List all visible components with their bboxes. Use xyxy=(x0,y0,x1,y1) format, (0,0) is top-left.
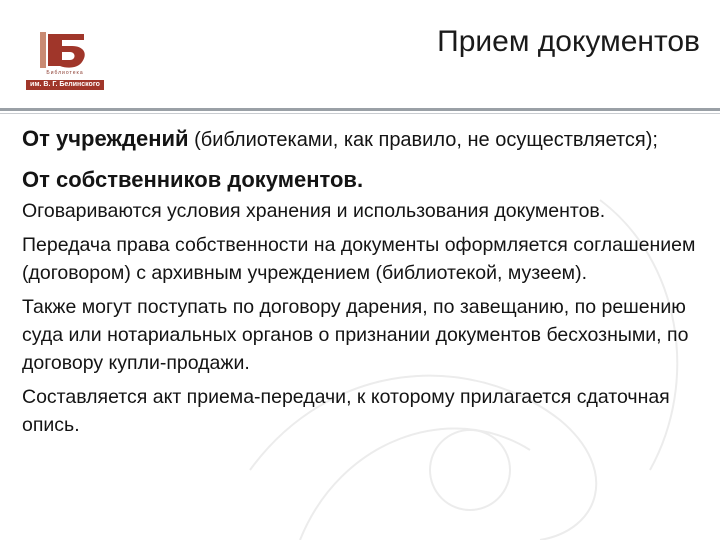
logo-caption-bar: им. В. Г. Белинского xyxy=(26,80,104,90)
library-logo-mark xyxy=(26,28,104,72)
title-divider xyxy=(0,108,720,111)
logo-caption-small: Библиотека xyxy=(46,70,84,76)
body-paragraph: Передача права собственности на документы оформляется соглашением (договором) с архивным учреждением (библиотекой, музеем). xyxy=(22,234,696,284)
library-logo-caption xyxy=(26,70,104,90)
body-paragraph: Составляется акт приема-передачи, к которому прилагается сдаточная опись. xyxy=(22,386,670,436)
owners-heading: От собственников документов. xyxy=(22,167,364,192)
institutions-note: (библиотеками, как правило, не осуществляется); xyxy=(188,129,658,151)
institutions-paragraph xyxy=(22,124,707,155)
title-divider-thin xyxy=(0,113,720,114)
body-paragraph: Оговариваются условия хранения и использования документов. xyxy=(22,200,606,222)
slide-body xyxy=(22,124,707,445)
body-paragraph: Также могут поступать по договору дарения, по завещанию, по решению суда или нотариальных органов о признании документов бесхозными, по договору купли-продажи. xyxy=(22,296,689,374)
slide-title: Прием документов xyxy=(437,25,700,58)
institutions-label: От учреждений xyxy=(22,126,189,151)
